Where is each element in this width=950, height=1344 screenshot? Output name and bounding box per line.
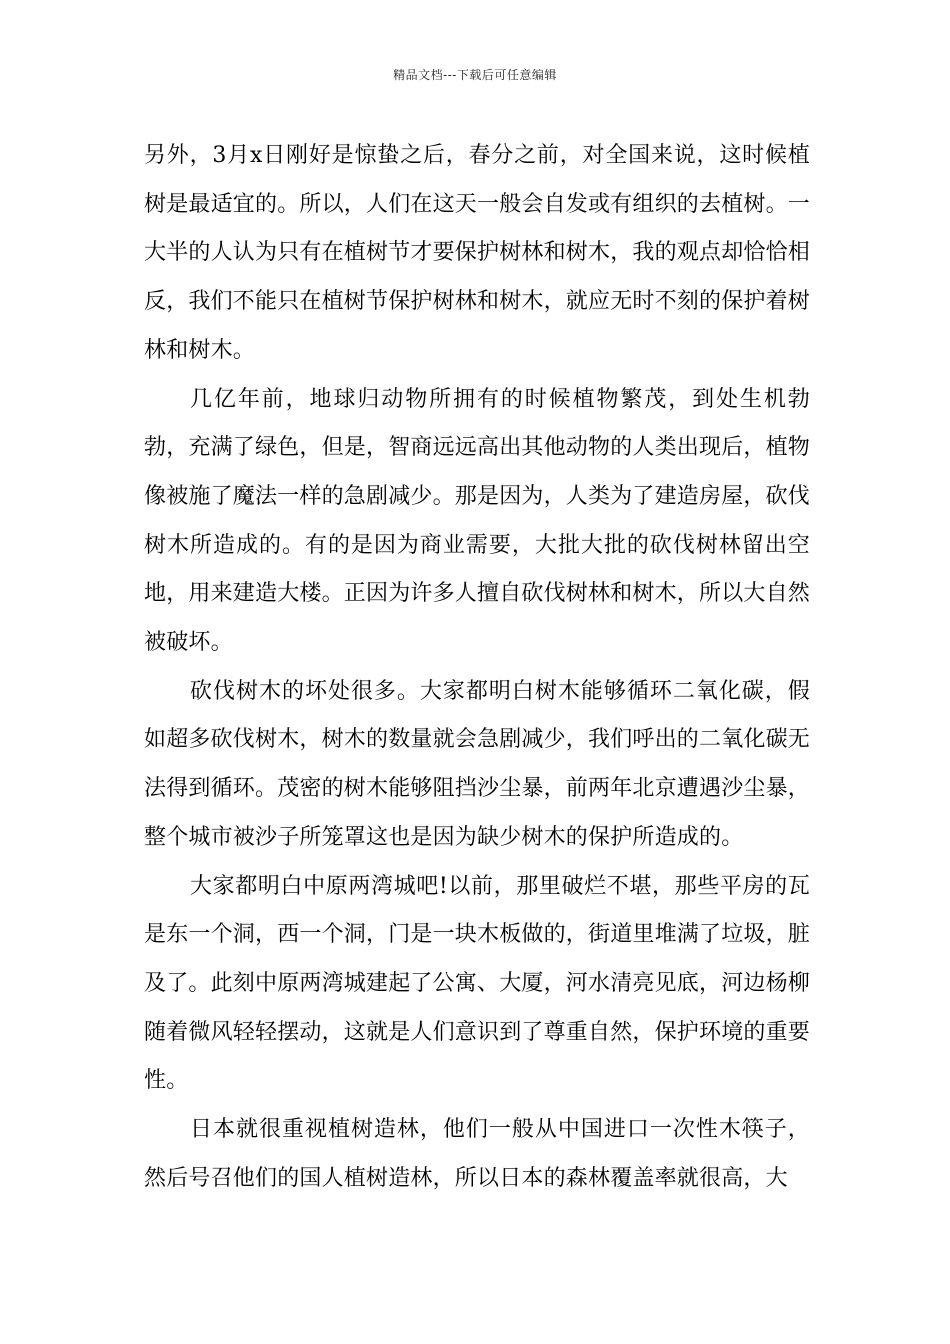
paragraph-2: 几亿年前，地球归动物所拥有的时候植物繁茂，到处生机勃勃，充满了绿色，但是，智商远远高出其他动物的人类出现后，植物像被施了魔法一样的急剧减少。那是因为，人类为了建造房屋，砍伐树木所造成的。有的是因为商业需要，大批大批的砍伐树林留出空地，用来建造大楼。正因为许多人擅自砍伐树林和树木，所以大自然被破坏。 (144, 386, 811, 656)
page-header: 精品文档---下载后可任意编辑 (393, 68, 557, 82)
paragraph-4: 大家都明白中原两湾城吧!以前，那里破烂不堪，那些平房的瓦是东一个洞，西一个洞，门是一块木板做的，街道里堆满了垃圾，脏及了。此刻中原两湾城建起了公寓、大厦，河水清亮见底，河边杨柳随着微风轻轻摆动，这就是人们意识到了尊重自然，保护环境的重要性。 (144, 873, 811, 1094)
paragraph-3: 砍伐树木的坏处很多。大家都明白树木能够循环二氧化碳，假如超多砍伐树木，树木的数量就会急剧减少，我们呼出的二氧化碳无法得到循环。茂密的树木能够阻挡沙尘暴，前两年北京遭遇沙尘暴，整个城市被沙子所笼罩这也是因为缺少树木的保护所造成的。 (144, 678, 811, 850)
document-body (144, 132, 810, 1203)
paragraph-1: 另外，3月x日刚好是惊蛰之后，春分之前，对全国来说，这时候植树是最适宜的。所以，人们在这天一般会自发或有组织的去植树。一大半的人认为只有在植树节才要保护树林和树木，我的观点却恰恰相反，我们不能只在植树节保护树林和树木，就应无时不刻的保护着树林和树木。 (144, 143, 811, 363)
paragraph-5: 日本就很重视植树造林，他们一般从中国进口一次性木筷子，然后号召他们的国人植树造林，所以日本的森林覆盖率就很高，大 (144, 1117, 810, 1191)
